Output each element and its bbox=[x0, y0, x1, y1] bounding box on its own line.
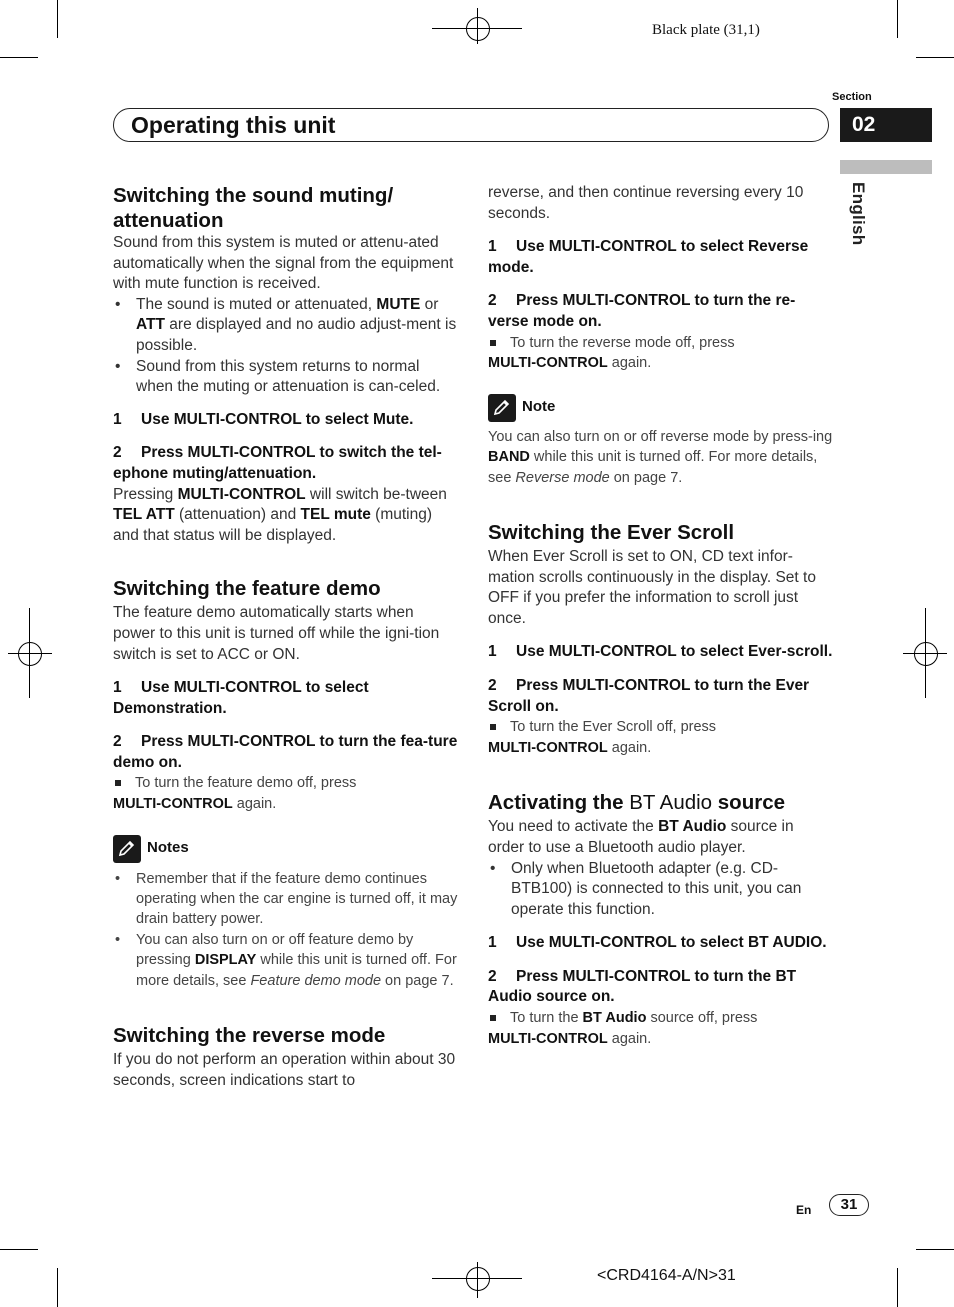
crop-mark bbox=[0, 1249, 38, 1250]
paragraph: Pressing MULTI-CONTROL will switch be-tween TEL ATT (attenuation) and TEL mute (muting) and that status will be displayed. bbox=[113, 485, 447, 544]
notes-list bbox=[113, 869, 458, 991]
step: 1 Use MULTI-CONTROL to select Mute. bbox=[113, 410, 414, 428]
registration-mark bbox=[914, 642, 938, 666]
heading-bt-audio: Activating the BT Audio source bbox=[488, 791, 785, 815]
bullet-list bbox=[488, 859, 833, 921]
list-item: • Remember that if the feature demo continues operating when the car engine is turned off, it may drain battery power. bbox=[113, 869, 458, 930]
crop-mark bbox=[0, 57, 38, 58]
page-number: 31 bbox=[829, 1194, 869, 1216]
pencil-icon bbox=[113, 835, 141, 863]
registration-mark bbox=[466, 1267, 490, 1291]
page-title: Operating this unit bbox=[131, 112, 336, 138]
crop-mark bbox=[57, 0, 58, 38]
step: 1 Use MULTI-CONTROL to select BT AUDIO. bbox=[488, 934, 827, 952]
pencil-icon bbox=[488, 394, 516, 422]
step: 2 Press MULTI-CONTROL to turn the BT Audio source on. bbox=[488, 967, 797, 1006]
square-bullet-cont: MULTI-CONTROL again. bbox=[488, 739, 652, 756]
section-label: Section bbox=[832, 91, 872, 103]
step: 1 Use MULTI-CONTROL to select Ever-scroll. bbox=[488, 643, 833, 661]
square-bullet: To turn the feature demo off, press bbox=[113, 773, 458, 794]
crop-mark bbox=[916, 1249, 954, 1250]
heading-sound-muting: Switching the sound muting/ attenuation bbox=[113, 184, 394, 232]
square-bullet: To turn the BT Audio source off, press bbox=[488, 1008, 833, 1029]
paragraph: reverse, and then continue reversing every 10 seconds. bbox=[488, 184, 804, 222]
paragraph: You need to activate the BT Audio source in order to use a Bluetooth audio player. bbox=[488, 818, 794, 856]
paragraph: When Ever Scroll is set to ON, CD text infor-mation scrolls continuously in the display. Set to OFF if you prefer the information to scroll just once. bbox=[488, 547, 816, 627]
list-item: • Sound from this system returns to normal when the muting or attenuation is can-celed. bbox=[113, 357, 458, 398]
square-bullet-cont: MULTI-CONTROL again. bbox=[488, 355, 652, 372]
list-item: • You can also turn on or off feature demo by pressing DISPLAY while this unit is turned off. For more details, see Feature demo mode on page 7. bbox=[113, 930, 458, 991]
step: 2 Press MULTI-CONTROL to turn the Ever Scroll on. bbox=[488, 676, 810, 715]
note-header: Note bbox=[488, 394, 833, 422]
list-item: • The sound is muted or attenuated, MUTE or ATT are displayed and no audio adjust-ment is possible. bbox=[113, 295, 458, 357]
document-code: <CRD4164-A/N>31 bbox=[597, 1267, 736, 1284]
square-bullet-cont: MULTI-CONTROL again. bbox=[488, 1030, 652, 1047]
crop-mark bbox=[57, 1268, 58, 1307]
registration-mark bbox=[466, 17, 490, 41]
language-label: English bbox=[849, 182, 868, 246]
square-bullet-cont: MULTI-CONTROL again. bbox=[113, 796, 277, 813]
step: 1 Use MULTI-CONTROL to select Demonstration. bbox=[113, 679, 369, 717]
step: 2 Press MULTI-CONTROL to turn the re-verse mode on. bbox=[488, 292, 796, 330]
bullet-list bbox=[113, 295, 458, 398]
note-text: You can also turn on or off reverse mode by press-ing BAND while this unit is turned off. For more details, see Reverse mode on page 7. bbox=[488, 428, 833, 486]
notes-header: Notes bbox=[113, 835, 458, 863]
list-item: • Only when Bluetooth adapter (e.g. CD-BTB100) is connected to this unit, you can operate this function. bbox=[488, 859, 833, 921]
crop-mark bbox=[916, 57, 954, 58]
paragraph: Sound from this system is muted or attenu-ated automatically when the signal from the equipment with mute function is received. bbox=[113, 234, 454, 293]
paragraph: If you do not perform an operation within about 30 seconds, screen indications start to bbox=[113, 1051, 456, 1089]
square-bullet: To turn the Ever Scroll off, press bbox=[488, 717, 833, 738]
registration-mark bbox=[18, 642, 42, 666]
language-tab bbox=[840, 160, 932, 174]
heading-reverse-mode: Switching the reverse mode bbox=[113, 1024, 386, 1048]
step: 2 Press MULTI-CONTROL to turn the fea-ture demo on. bbox=[113, 733, 458, 771]
step: 1 Use MULTI-CONTROL to select Reverse mode. bbox=[488, 238, 809, 276]
heading-feature-demo: Switching the feature demo bbox=[113, 577, 381, 601]
right-column bbox=[488, 183, 833, 1049]
footer-language: En bbox=[796, 1203, 812, 1217]
crop-mark bbox=[897, 1268, 898, 1307]
step: 2 Press MULTI-CONTROL to switch the tel-ephone muting/attenuation. bbox=[113, 444, 442, 482]
square-bullet: To turn the reverse mode off, press bbox=[488, 333, 833, 354]
paragraph: The feature demo automatically starts when power to this unit is turned off while the igni-tion switch is set to ACC or ON. bbox=[113, 604, 440, 663]
section-number: 02 bbox=[840, 108, 932, 142]
left-column bbox=[113, 183, 458, 1091]
heading-ever-scroll: Switching the Ever Scroll bbox=[488, 520, 735, 544]
crop-mark bbox=[897, 0, 898, 38]
plate-label: Black plate (31,1) bbox=[652, 22, 760, 38]
